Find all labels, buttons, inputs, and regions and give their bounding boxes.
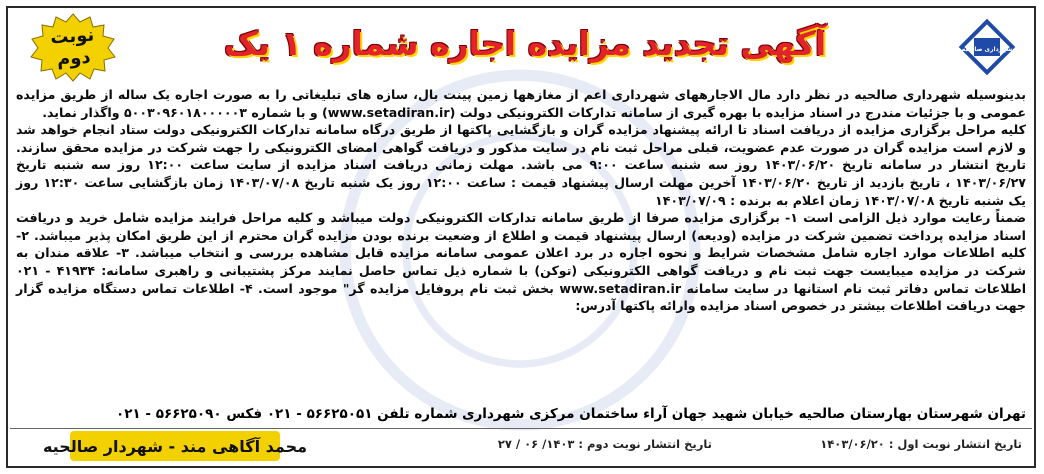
municipality-logo-icon <box>958 18 1016 76</box>
notice-title: آگهی تجدید مزایده اجاره شماره ۱ یک <box>223 23 827 63</box>
paragraph-intro: بدینوسیله شهرداری صالحیه در نظر دارد مال الاجارههای شهرداری اعم از مغازهها زمین پینت بال، سازه های تبلیغاتی را به صورت اجاره یک ساله از طریق مزایده عمومی و با جزئیات مندرج در اسناد مزایده با بهره گیری از سامانه تدارکات الکترونیکی دولت (www.setadiran.ir) و با شماره ۵۰۰۳۰۹۶۰۱۸۰۰۰۰۰۳ واگذار نماید. <box>16 87 1026 120</box>
paragraph-procedure: کلیه مراحل برگزاری مزایده از دریافت اسناد تا ارائه پیشنهاد مزایده گران و بازگشایی پاکتها از طریق درگاه سامانه تدارکات الکترونیکی دولت ستاد انجام خواهد شد و لازم است مزایده گران در صورت عدم عضویت، قبلی مراحل ثبت نام در سایت مذکور و دریافت گواهی امضای الکترونیکی را جهت شرکت در مزایده محقق سازند. تاریخ انتشار در سامانه تاریخ ۱۴۰۳/۰۶/۲۰ روز سه شنبه ساعت ۹:۰۰ می باشد. مهلت زمانی دریافت اسناد مزایده از سایت ساعت ۱۲:۰۰ روز سه شنبه تاریخ ۱۴۰۳/۰۶/۲۷ ، تاریخ بازدید از تاریخ ۱۴۰۳/۰۶/۲۰ آخرین مهلت ارسال پیشنهاد قیمت : ساعت ۱۲:۰۰ روز یک شنبه تاریخ ۱۴۰۳/۰۷/۰۸ زمان بازگشایی ساعت ۱۲:۳۰ روز یک شنبه تاریخ ۱۴۰۳/۰۷/۰۸ زمان اعلام به برنده : ۱۴۰۳/۰۷/۰۹ <box>16 122 1026 208</box>
logo-text: شهرداری صالحیه <box>961 46 1013 53</box>
badge-line1: نوبت <box>49 24 95 49</box>
badge-text <box>28 19 117 77</box>
notice-body <box>16 86 1026 402</box>
mayor-signature: محمد آگاهی مند - شهردار صالحیه <box>70 431 280 461</box>
contact-address: تهران شهرستان بهارستان صالحیه خیابان شهید جهان آراء ساختمان مرکزی شهرداری شماره تلفن ۵۶۶۲۵۰۵۱ - ۰۲۱ فکس ۵۶۶۲۵۰۹۰ - ۰۲۱ <box>115 406 1026 422</box>
badge-line2: دوم <box>56 46 92 71</box>
first-publish-date: تاریخ انتشار نوبت اول : ۱۴۰۳/۰۶/۲۰ <box>820 437 1022 451</box>
second-publish-date: تاریخ انتشار نوبت دوم : ۱۴۰۳/ ۰۶ / ۲۷ <box>497 437 712 451</box>
notice-footer <box>10 428 1032 467</box>
paragraph-requirements: ضمناً رعایت موارد ذیل الزامی است ۱- برگزاری مزایده صرفا از طریق سامانه تدارکات الکترونیکی دولت میباشد و کلیه مراحل فرایند مزایده شامل خرید و دریافت اسناد مزایده پرداخت تضمین شرکت در مزایده (ودیعه) ارسال پیشنهاد قیمت و اطلاع از وضعیت برنده بودن مزایده گران محترم از این طریق امکان پذیر میباشد. ۲- کلیه اطلاعات موارد اجاره شامل مشخصات شرایط و نحوه اجاره در برد اعلان عمومی سامانه مزایده قابل مشاهده بررسی و انتخاب میباشد. ۳- علاقه مندان به شرکت در مزایده میبایست جهت ثبت نام و دریافت گواهی الکترونیکی (توکن) با شماره ذیل تماس حاصل نمایند مرکز پشتیبانی و راهبری سامانه: ۴۱۹۳۴ - ۰۲۱ اطلاعات تماس دفاتر ثبت نام استانها در سایت سامانه www.setadiran.ir بخش ثبت نام پروفایل مزایده گر" موجود است. ۴- اطلاعات تماس دستگاه مزایده گزار جهت دریافت اطلاعات بیشتر در خصوص اسناد مزایده وارائه پاکتها آدرس: <box>16 210 1027 314</box>
